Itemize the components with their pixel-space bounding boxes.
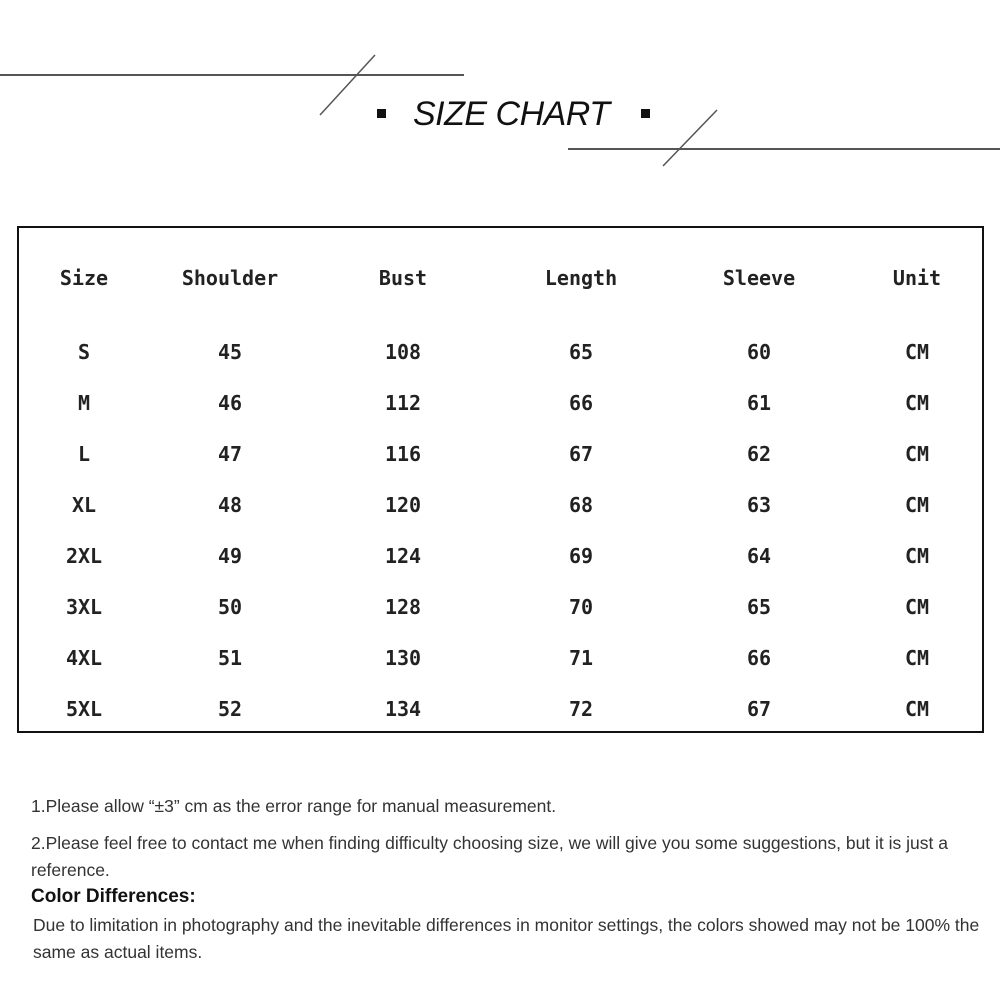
table-cell-size: S [77, 340, 91, 364]
table-cell-bust: 130 [384, 646, 422, 670]
column-header-shoulder: Shoulder [181, 266, 279, 290]
table-cell-unit: CM [904, 391, 930, 415]
table-cell-length: 66 [568, 391, 594, 415]
table-cell-length: 71 [568, 646, 594, 670]
table-cell-length: 65 [568, 340, 594, 364]
table-cell-bust: 134 [384, 697, 422, 721]
table-cell-unit: CM [904, 442, 930, 466]
column-header-bust: Bust [378, 266, 428, 290]
table-cell-bust: 120 [384, 493, 422, 517]
table-cell-sleeve: 64 [746, 544, 772, 568]
table-cell-bust: 108 [384, 340, 422, 364]
column-header-sleeve: Sleeve [722, 266, 796, 290]
size-table [17, 226, 984, 733]
table-cell-unit: CM [904, 544, 930, 568]
column-header-size: Size [59, 266, 109, 290]
table-cell-size: 2XL [65, 544, 103, 568]
column-header-length: Length [544, 266, 618, 290]
page-title: SIZE CHART [413, 95, 610, 133]
table-cell-size: 5XL [65, 697, 103, 721]
table-cell-size: XL [71, 493, 97, 517]
table-cell-length: 70 [568, 595, 594, 619]
table-cell-shoulder: 45 [217, 340, 243, 364]
table-cell-unit: CM [904, 493, 930, 517]
table-cell-bust: 112 [384, 391, 422, 415]
table-cell-shoulder: 50 [217, 595, 243, 619]
table-cell-length: 69 [568, 544, 594, 568]
left-square-bullet-icon [377, 109, 386, 118]
table-cell-sleeve: 65 [746, 595, 772, 619]
table-cell-bust: 116 [384, 442, 422, 466]
right-square-bullet-icon [641, 109, 650, 118]
table-cell-size: 4XL [65, 646, 103, 670]
note-error-range: 1.Please allow “±3” cm as the error range for manual measurement. [31, 796, 557, 816]
note-contact: 2.Please feel free to contact me when finding difficulty choosing size, we will give you some suggestions, but it is just a reference. [31, 833, 948, 880]
table-cell-size: M [77, 391, 91, 415]
table-cell-size: L [77, 442, 91, 466]
table-cell-length: 67 [568, 442, 594, 466]
table-cell-length: 68 [568, 493, 594, 517]
table-cell-unit: CM [904, 595, 930, 619]
table-cell-shoulder: 46 [217, 391, 243, 415]
table-cell-shoulder: 52 [217, 697, 243, 721]
table-cell-sleeve: 67 [746, 697, 772, 721]
table-cell-unit: CM [904, 646, 930, 670]
table-cell-bust: 128 [384, 595, 422, 619]
color-differences-text: Due to limitation in photography and the inevitable differences in monitor settings, the colors showed may not be 100% the same as actual items. [33, 915, 980, 962]
table-cell-sleeve: 62 [746, 442, 772, 466]
table-cell-shoulder: 47 [217, 442, 243, 466]
table-cell-bust: 124 [384, 544, 422, 568]
table-cell-unit: CM [904, 697, 930, 721]
table-cell-unit: CM [904, 340, 930, 364]
title-row [0, 92, 1000, 142]
column-header-unit: Unit [892, 266, 942, 290]
table-cell-sleeve: 60 [746, 340, 772, 364]
color-differences-heading: Color Differences: [31, 886, 196, 907]
table-cell-shoulder: 48 [217, 493, 243, 517]
table-cell-sleeve: 63 [746, 493, 772, 517]
table-cell-size: 3XL [65, 595, 103, 619]
table-cell-shoulder: 49 [217, 544, 243, 568]
table-cell-shoulder: 51 [217, 646, 243, 670]
notes-section [31, 793, 986, 966]
table-cell-sleeve: 66 [746, 646, 772, 670]
table-cell-length: 72 [568, 697, 594, 721]
table-cell-sleeve: 61 [746, 391, 772, 415]
